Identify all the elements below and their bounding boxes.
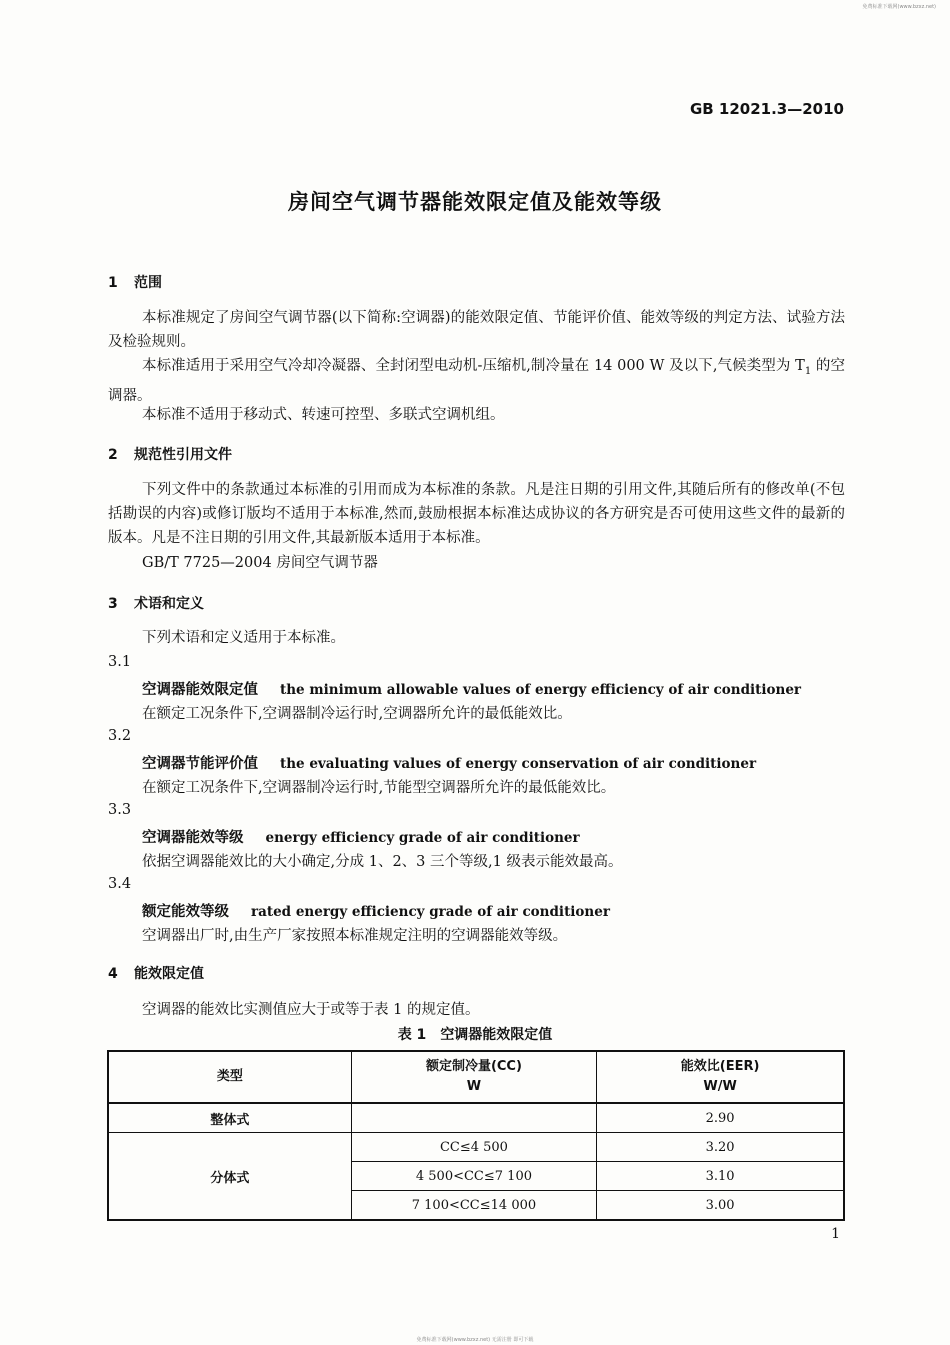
table-row <box>108 1103 844 1133</box>
document-title: 房间空气调节器能效限定值及能效等级 <box>288 190 662 214</box>
table-row <box>108 1133 844 1162</box>
term-definition: 空调器出厂时,由生产厂家按照本标准规定注明的空调器能效等级。 <box>142 928 568 944</box>
energy-efficiency-table <box>107 1050 845 1221</box>
header-line: 能效比(EER) <box>680 1059 760 1074</box>
bottom-watermark: 免费标准下载网(www.bzxz.net) 无需注册 即可下载 <box>416 1337 534 1343</box>
section-title: 范围 <box>134 275 162 291</box>
header-unit: W/W <box>703 1079 737 1094</box>
cell-cc <box>351 1103 596 1133</box>
paragraph-tail: 的空调器。 <box>108 358 846 404</box>
term-number: 3.1 <box>108 654 132 670</box>
cell-eer: 3.10 <box>597 1162 844 1191</box>
top-watermark: 免费标准下载网(www.bzxz.net) <box>862 4 936 10</box>
term-number: 3.3 <box>108 802 132 818</box>
term-definition: 在额定工况条件下,空调器制冷运行时,空调器所允许的最低能效比。 <box>142 706 572 722</box>
term-en: energy efficiency grade of air conditioner <box>265 830 580 846</box>
table-caption <box>0 1024 950 1044</box>
section-number: 3 <box>108 596 118 612</box>
term-definition: 在额定工况条件下,空调器制冷运行时,节能型空调器所允许的最低能效比。 <box>142 780 616 796</box>
cell-cc: CC≤4 500 <box>351 1133 596 1162</box>
term-number: 3.2 <box>108 728 132 744</box>
term-number: 3.4 <box>108 876 132 892</box>
term-en: the evaluating values of energy conservation of air conditioner <box>280 756 757 772</box>
section-2-paragraph-1: 下列文件中的条款通过本标准的引用而成为本标准的条款。凡是注日期的引用文件,其随后所有的修改单(不包括勘误的内容)或修订版均不适用于本标准,然而,鼓励根据本标准达成协议的各方研究是否可使用这些文件的最新的版本。凡是不注日期的引用文件,其最新版本适用于本标准。 <box>108 482 845 546</box>
term-en: rated energy efficiency grade of air conditioner <box>251 904 610 920</box>
section-1-paragraph-2 <box>108 354 845 408</box>
header-eer <box>597 1051 844 1103</box>
section-3-intro: 下列术语和定义适用于本标准。 <box>142 630 345 646</box>
cell-eer: 3.20 <box>597 1133 844 1162</box>
term-3-1 <box>142 678 801 699</box>
header-unit: W <box>466 1079 482 1094</box>
cell-eer: 3.00 <box>597 1191 844 1221</box>
section-number: 4 <box>108 966 118 982</box>
cell-type: 整体式 <box>108 1103 351 1133</box>
section-4-heading <box>108 963 204 983</box>
term-en: the minimum allowable values of energy efficiency of air conditioner <box>280 682 802 698</box>
table-title: 空调器能效限定值 <box>440 1027 553 1043</box>
section-4-paragraph-1: 空调器的能效比实测值应大于或等于表 1 的规定值。 <box>142 1002 480 1018</box>
header-line: 额定制冷量(CC) <box>425 1059 522 1074</box>
cell-cc: 4 500<CC≤7 100 <box>351 1162 596 1191</box>
cell-type: 分体式 <box>108 1133 351 1221</box>
section-1-paragraph-1: 本标准规定了房间空气调节器(以下简称:空调器)的能效限定值、节能评价值、能效等级的判定方法、试验方法及检验规则。 <box>108 310 845 350</box>
section-number: 2 <box>108 447 118 463</box>
section-1-paragraph-3: 本标准不适用于移动式、转速可控型、多联式空调机组。 <box>142 407 505 423</box>
page-number: 1 <box>831 1226 840 1242</box>
standard-code: GB 12021.3—2010 <box>689 100 844 118</box>
term-3-3 <box>142 826 580 847</box>
paragraph-text: 本标准适用于采用空气冷却冷凝器、全封闭型电动机-压缩机,制冷量在 14 000 W 及以下,气候类型为 T <box>142 358 805 374</box>
section-1-heading <box>108 272 162 292</box>
subscript: 1 <box>804 365 812 377</box>
cell-eer: 2.90 <box>597 1103 844 1133</box>
header-type: 类型 <box>108 1051 351 1103</box>
section-3-heading <box>108 593 204 613</box>
section-number: 1 <box>108 275 118 291</box>
cell-cc: 7 100<CC≤14 000 <box>351 1191 596 1221</box>
term-zh: 额定能效等级 <box>142 904 229 920</box>
section-title: 术语和定义 <box>134 596 204 612</box>
term-zh: 空调器能效等级 <box>142 830 244 846</box>
table-header-row <box>108 1051 844 1103</box>
section-title: 规范性引用文件 <box>134 447 232 463</box>
section-title: 能效限定值 <box>134 966 204 982</box>
term-3-2 <box>142 752 756 773</box>
term-3-4 <box>142 900 610 921</box>
table-number: 表 1 <box>397 1027 427 1043</box>
normative-reference: GB/T 7725—2004 房间空气调节器 <box>142 555 378 571</box>
section-2-heading <box>108 444 232 464</box>
term-zh: 空调器节能评价值 <box>142 756 258 772</box>
term-definition: 依据空调器能效比的大小确定,分成 1、2、3 三个等级,1 级表示能效最高。 <box>142 854 623 870</box>
term-zh: 空调器能效限定值 <box>142 682 258 698</box>
header-cooling-capacity <box>351 1051 596 1103</box>
